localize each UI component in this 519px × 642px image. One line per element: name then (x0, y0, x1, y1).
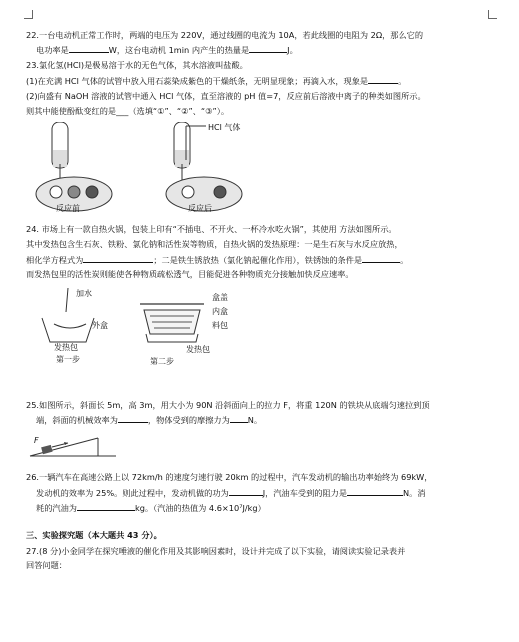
q24-line-3 (26, 254, 408, 266)
q25-text-b: ，物体受到的摩擦力为 (147, 415, 230, 425)
incline-surface (30, 438, 98, 456)
q22-text-c: J。 (287, 45, 298, 55)
q22-line-2 (36, 44, 298, 56)
hotpot-step2-figure (136, 292, 208, 348)
answer-blank-work[interactable] (229, 487, 263, 496)
q27-line-2: 回答问题： (26, 560, 67, 570)
ion-3-before (86, 186, 98, 198)
q22-line-1: 22.一台电动机正常工作时，两端的电压为 220V，通过线圈的电流为 10A，若此线圈的电阻为 2Ω，那么它的 (26, 30, 424, 40)
after-reaction-label: 反应后 (188, 204, 212, 213)
answer-blank-phenomenon[interactable] (368, 75, 398, 84)
lid-label: 盒盖 (212, 293, 228, 302)
q23-line-3: (2)向盛有 NaOH 溶液的试管中通入 HCl 气体，直至溶液的 pH 值=7，反应前后溶液中离子的种类如图所示。 (26, 91, 426, 101)
hotpot-step1-figure (40, 284, 110, 350)
crop-mark-top-left (24, 10, 33, 19)
q24-text-c: 。 (400, 255, 409, 265)
q23-text-b: 。 (398, 76, 407, 86)
q22-text-a: 电功率是 (36, 45, 69, 55)
q25-line-1: 25.如图所示，斜面长 5m，高 3m，用大小为 90N 沿斜面向上的拉力 F，将重 120N 的铁块从底端匀速拉到顶 (26, 400, 430, 410)
ingredients-label: 料包 (212, 321, 228, 330)
answer-blank-power[interactable] (69, 44, 109, 53)
heat-pack-label: 发热包 (54, 343, 78, 352)
inner-box-label: 内盒 (212, 307, 228, 316)
q24-line-2: 其中发热包含生石灰、铁粉、氯化钠和活性炭等物质，自热火锅的发热原理：一是生石灰与水反应放热， (26, 239, 403, 249)
force-f-label: F (34, 436, 39, 445)
before-reaction-label: 反应前 (56, 204, 80, 213)
incline-figure (28, 432, 118, 460)
add-water-label: 加水 (76, 289, 92, 298)
answer-blank-resistance[interactable] (347, 487, 403, 496)
q24-text-a: 相化学方程式为 (26, 255, 84, 265)
q27-line-1: 27.(8 分)小金同学在探究唾液的催化作用及其影响因素时，设计并完成了以下实验，请阅读实验记录表并 (26, 546, 406, 556)
answer-blank-rust-condition[interactable] (362, 254, 400, 263)
ion-1-before (50, 186, 62, 198)
q24-line-1: 24. 市场上有一款自热火锅，包装上印有“不插电、不开火、一杯冷水吃火锅”，其使用 方法如图所示。 (26, 224, 397, 234)
q23-line-2 (26, 75, 406, 87)
q24-text-b: ；二是铁生锈放热（氯化钠起催化作用），铁锈蚀的条件是 (153, 255, 363, 265)
answer-blank-friction[interactable] (230, 414, 248, 423)
ion-2-before (68, 186, 80, 198)
ion-1-after (182, 186, 194, 198)
answer-blank-efficiency[interactable] (118, 414, 148, 423)
q26-text-b: J，汽油车受到的阻力是 (262, 488, 348, 498)
q23-text-a: (1)在充满 HCl 气体的试管中放入用石蕊染成紫色的干燥纸条，无明显现象；再滴入水，现象是 (26, 76, 369, 86)
q26-text-d: 耗的汽油为 (36, 503, 77, 513)
step2-label: 第二步 (150, 357, 174, 366)
water-pour-line (66, 288, 68, 312)
q26-text-c: N。消 (403, 488, 426, 498)
q26-line-3 (36, 502, 266, 514)
iron-block (41, 445, 52, 454)
outer-box-label: 外盒 (92, 321, 108, 330)
ion-3-after (214, 186, 226, 198)
hcl-gas-label: HCl 气体 (208, 123, 241, 132)
step1-label: 第一步 (56, 355, 80, 364)
q23-line-4: 则其中能使酚酞变红的是___（选填“①”、“②”、“③”）。 (26, 106, 230, 116)
ion-diagram (34, 122, 254, 214)
answer-blank-fuel[interactable] (77, 502, 135, 511)
q26-line-1: 26.一辆汽车在高速公路上以 72km/h 的速度匀速行驶 20km 的过程中，汽车发动机的输出功率始终为 69kW， (26, 472, 433, 482)
q26-line-2 (36, 487, 426, 499)
q26-text-e: kg。（汽油的热值为 4.6×10⁷J/kg） (134, 503, 266, 513)
q25-text-c: N。 (247, 415, 263, 425)
outer-box-shape (42, 318, 94, 342)
heat-pack-2-label: 发热包 (186, 345, 210, 354)
answer-blank-heat[interactable] (249, 44, 287, 53)
section-3-title: 三、实验探究题（本大题共 43 分）。 (26, 530, 162, 540)
q25-line-2 (36, 414, 262, 426)
q23-line-1: 23.氯化氢(HCl)是极易溶于水的无色气体，其水溶液叫盐酸。 (26, 60, 248, 70)
q26-text-a: 发动机的效率为 25%。则此过程中，发动机做的功为 (36, 488, 229, 498)
q25-text-a: 端，斜面的机械效率为 (36, 415, 118, 425)
crop-mark-top-right (488, 10, 497, 19)
answer-blank-equation[interactable] (83, 254, 153, 263)
q22-text-b: W，这台电动机 1min 内产生的热量是 (108, 45, 250, 55)
q24-line-4: 而发热包里的活性炭则能使各种物质疏松透气，目能促进各种物质充分接触加快反应速率。 (26, 269, 354, 279)
